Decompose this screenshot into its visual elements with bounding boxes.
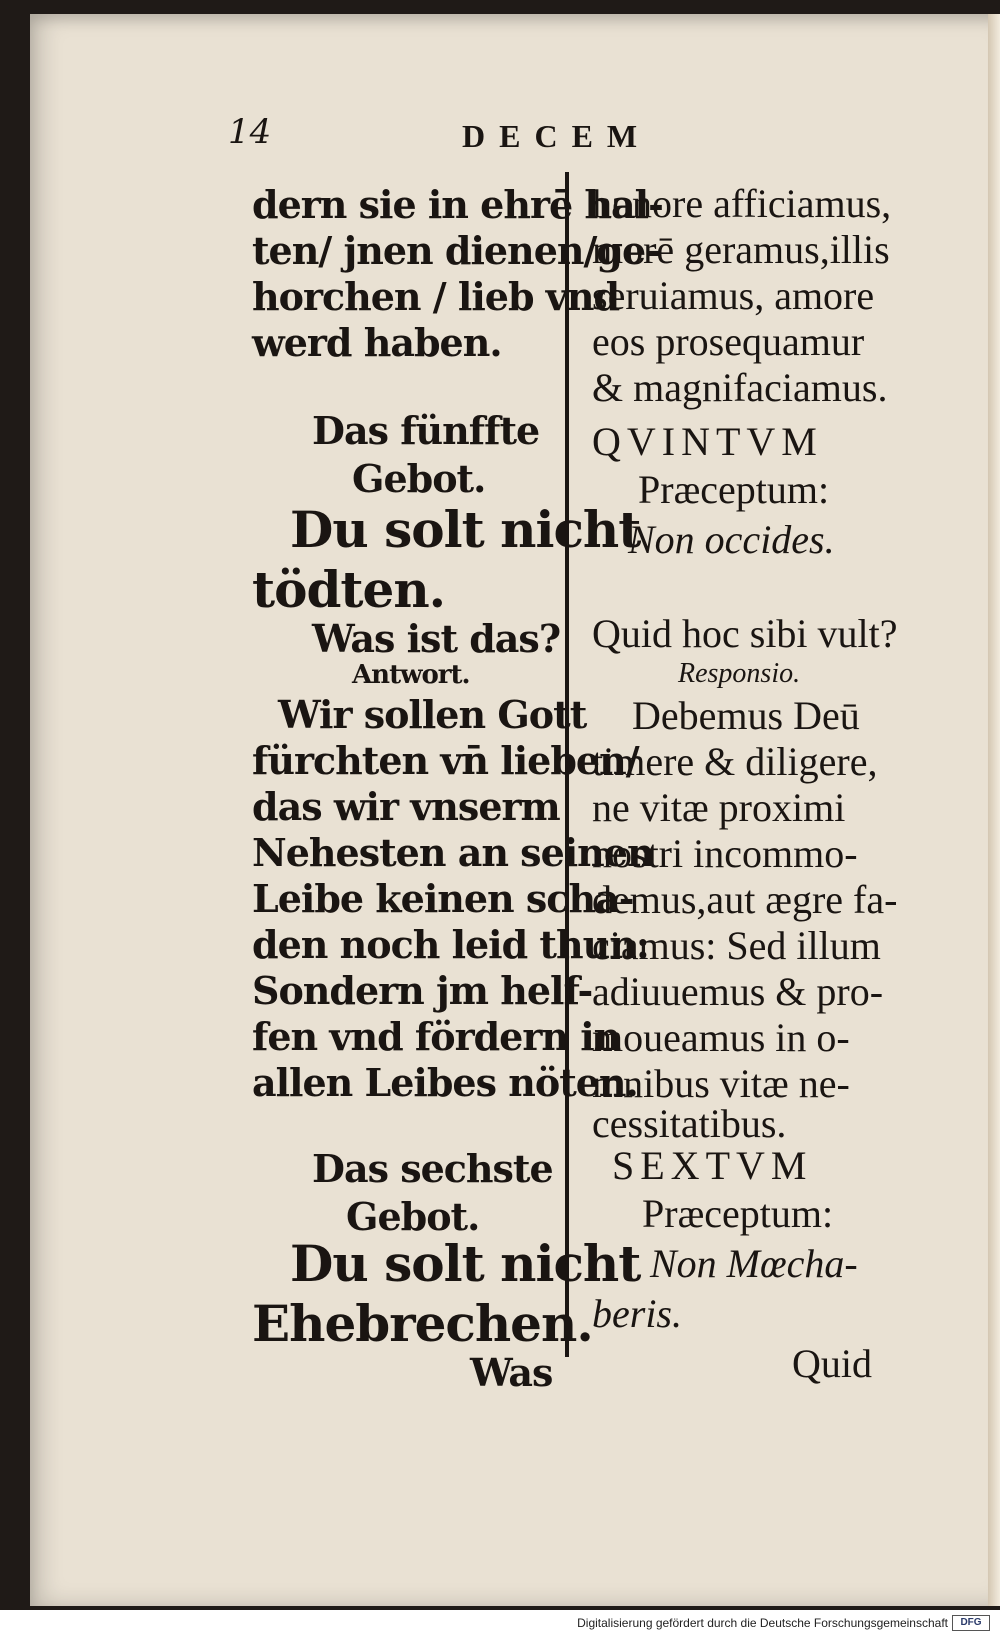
- commandment-heading: Præceptum:: [642, 1191, 834, 1236]
- german-line: Wir sollen Gott: [278, 692, 587, 737]
- latin-line: nostri incommo-: [592, 831, 858, 876]
- commandment-text: Du solt nicht: [290, 500, 641, 559]
- catchword: Quid: [792, 1341, 872, 1386]
- latin-line: mnibus vitæ ne-: [592, 1061, 850, 1106]
- latin-line: moueamus in o-: [592, 1015, 850, 1060]
- german-line: horchen / lieb vnd: [252, 274, 620, 319]
- commandment-heading: Præceptum:: [638, 467, 830, 512]
- answer-label: Responsio.: [678, 658, 801, 689]
- commandment-heading: Das fünffte: [312, 408, 540, 453]
- commandment-text: Ehebrechen.: [252, 1294, 593, 1353]
- commandment-heading: Das sechste: [312, 1146, 553, 1191]
- latin-line: eos prosequamur: [592, 319, 865, 364]
- page-number: 14: [228, 112, 272, 152]
- german-line: ten/ jnen dienen/ge-: [252, 228, 660, 273]
- latin-line: Debemus Deū: [632, 693, 860, 738]
- running-head: DECEM: [462, 118, 652, 154]
- latin-line: cessitatibus.: [592, 1101, 787, 1146]
- german-line: allen Leibes nöten.: [252, 1060, 638, 1105]
- german-line: fen vnd fördern in: [252, 1014, 621, 1059]
- commandment-heading: Gebot.: [352, 456, 486, 501]
- commandment-heading: SEXTVM: [612, 1143, 813, 1188]
- latin-line: demus,aut ægre fa-: [592, 877, 898, 922]
- latin-line: ne vitæ proximi: [592, 785, 846, 830]
- page-edge: [988, 14, 1000, 1606]
- commandment-heading: QVINTVM: [592, 419, 823, 464]
- latin-line: & magnifaciamus.: [592, 365, 888, 410]
- latin-line: honore afficiamus,: [592, 181, 892, 226]
- german-line: Sondern jm helf-: [252, 968, 593, 1013]
- commandment-text: Du solt nicht: [290, 1234, 641, 1293]
- latin-line: morē geramus,illis: [592, 227, 890, 272]
- latin-line: timere & diligere,: [592, 739, 878, 784]
- latin-line: seruiamus, amore: [592, 273, 875, 318]
- german-line: das wir vnserm: [252, 784, 560, 829]
- question: Quid hoc sibi vult?: [592, 611, 898, 656]
- footer-bar: [0, 1610, 1000, 1637]
- german-line: Nehesten an seinen: [252, 830, 654, 875]
- answer-label: Antwort.: [352, 660, 470, 690]
- question: Was ist das?: [312, 616, 561, 661]
- german-line: Leibe keinen scha-: [252, 876, 634, 921]
- german-line: den noch leid thun:: [252, 922, 649, 967]
- latin-line: ciamus: Sed illum: [592, 923, 881, 968]
- german-line: werd haben.: [252, 320, 502, 365]
- dfg-logo: DFG: [952, 1615, 990, 1631]
- commandment-text: tödten.: [252, 560, 446, 619]
- latin-line: adiuuemus & pro-: [592, 969, 884, 1014]
- commandment-text: beris.: [592, 1291, 682, 1336]
- catchword: Was: [470, 1350, 553, 1395]
- funding-credit: Digitalisierung gefördert durch die Deutsche Forschungsgemeinschaft: [577, 1616, 948, 1630]
- commandment-text: Non occides.: [628, 517, 835, 562]
- german-line: fürchten vn̄ lieben/: [252, 738, 639, 783]
- german-line: dern sie in ehrē hal-: [252, 182, 663, 227]
- commandment-text: Non Mœcha-: [650, 1241, 858, 1286]
- commandment-heading: Gebot.: [346, 1194, 480, 1239]
